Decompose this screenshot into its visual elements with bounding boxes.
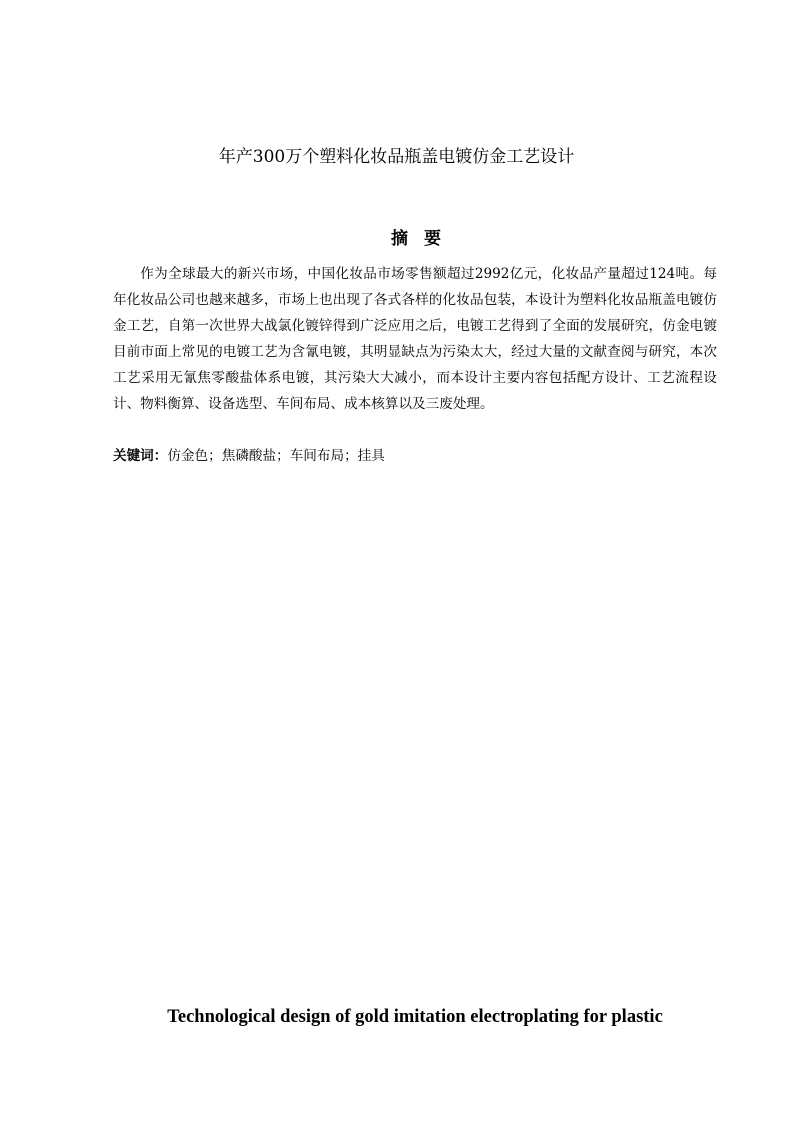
keywords-label: 关键词： bbox=[113, 448, 168, 464]
abstract-heading: 摘要 bbox=[391, 229, 457, 249]
keywords-text: 仿金色；焦磷酸盐；车间布局；挂具 bbox=[167, 448, 385, 464]
english-title: Technological design of gold imitation electroplating for plastic bbox=[167, 1007, 663, 1027]
chinese-title: 年产300万个塑料化妆品瓶盖电镀仿金工艺设计 bbox=[218, 147, 575, 167]
abstract-body: 作为全球最大的新兴市场，中国化妆品市场零售额超过2992亿元，化妆品产量超过124吨。每年化妆品公司也越来越多，市场上也出现了各式各样的化妆品包装，本设计为塑料化妆品瓶盖电镀仿金工艺，自第一次世界大战氯化镀锌得到广泛应用之后，电镀工艺得到了全面的发展研究，仿金电镀目前市面上常见的电镀工艺为含氰电镀，其明显缺点为污染太大，经过大量的文献查阅与研究，本次工艺采用无氰焦零酸盐体系电镀，其污染大大减小，而本设计主要内容包括配方设计、工艺流程设计、物料衡算、设备选型、车间布局、成本核算以及三废处理。 bbox=[113, 266, 717, 412]
keywords-line bbox=[113, 443, 717, 469]
